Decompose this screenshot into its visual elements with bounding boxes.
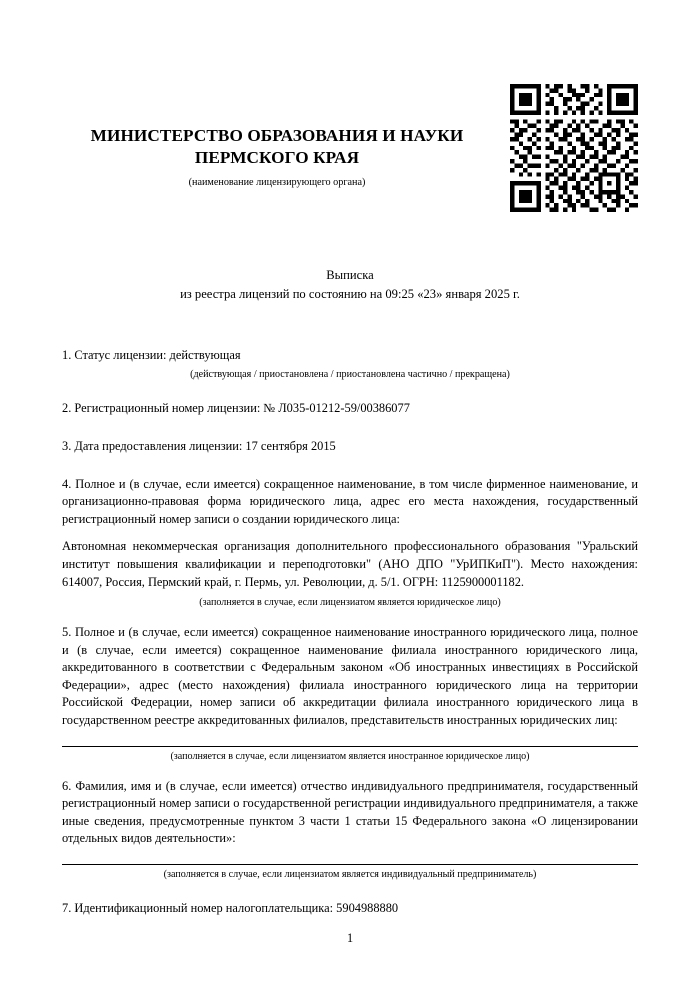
issuing-authority-name: МИНИСТЕРСТВО ОБРАЗОВАНИЯ И НАУКИ ПЕРМСКОГО КРАЯ: [90, 126, 464, 168]
issuing-authority-caption: (наименование лицензирующего органа): [188, 176, 366, 188]
item-6-entrepreneur-label: 6. Фамилия, имя и (в случае, если имеется) отчество индивидуального предпринимателя, государственный регистрационный номер записи о государственной регистрации индивидуального предпринимателя, а также иные сведения, предусмотренные пунктом 3 части 1 статьи 15 Федерального закона «О лицензировании отдельных видов деятельности»:: [62, 778, 638, 846]
item-1-note: (действующая / приостановлена / приостановлена частично / прекращена): [190, 369, 510, 381]
page-number: 1: [346, 931, 354, 945]
item-5-fill-line: [62, 746, 638, 747]
item-4-legal-entity-value: Автономная некоммерческая организация дополнительного профессионального образования "Уральский институт повышения квалификации и переподготовки" (АНО ДПО "УрИПКиП"). Место нахождения: 614007, Россия, Пермский край, г. Пермь, ул. Революции, д. 5/1. ОГРН: 1125900001182.: [62, 539, 638, 590]
item-7-taxpayer-number: 7. Идентификационный номер налогоплательщика: 5904988880: [62, 901, 399, 916]
item-5-foreign-entity-label: 5. Полное и (в случае, если имеется) сокращенное наименование иностранного юридического лица, полное и (в случае, если имеется) сокращенное наименование филиала иностранного юридического лица, аккредитованного в соответствии с Федеральным законом «Об иностранных инвестициях в Российской Федерации», адрес (место нахождения) филиала иностранного юридического лица на территории Российской Федерации, номер записи об аккредитации филиала иностранного юридического лица в государственном реестре аккредитованных филиалов, представительств иностранных юридических лиц:: [62, 624, 638, 728]
item-6-note: (заполняется в случае, если лицензиатом является индивидуальный предприниматель): [163, 869, 537, 881]
item-6-fill-line: [62, 864, 638, 865]
item-4-legal-entity-label: 4. Полное и (в случае, если имеется) сокращенное наименование, в том числе фирменное наименование, и организационно-правовая форма юридического лица, адрес его места нахождения, государственный регистрационный номер записи о создании юридического лица:: [62, 476, 638, 526]
item-1-status: 1. Статус лицензии: действующая: [62, 347, 241, 362]
document-header: [62, 0, 492, 188]
qr-code-icon: [510, 84, 638, 212]
item-5-note: (заполняется в случае, если лицензиатом является иностранное юридическое лицо): [170, 750, 530, 762]
item-2-registration-number: 2. Регистрационный номер лицензии: № Л035-01212-59/00386077: [62, 401, 410, 416]
item-3-issue-date: 3. Дата предоставления лицензии: 17 сентября 2015: [62, 438, 336, 453]
document-subtitle: из реестра лицензий по состоянию на 09:25 «23» января 2025 г.: [180, 287, 520, 302]
item-4-note: (заполняется в случае, если лицензиатом является юридическое лицо): [199, 596, 501, 608]
document-title: Выписка: [326, 267, 374, 282]
